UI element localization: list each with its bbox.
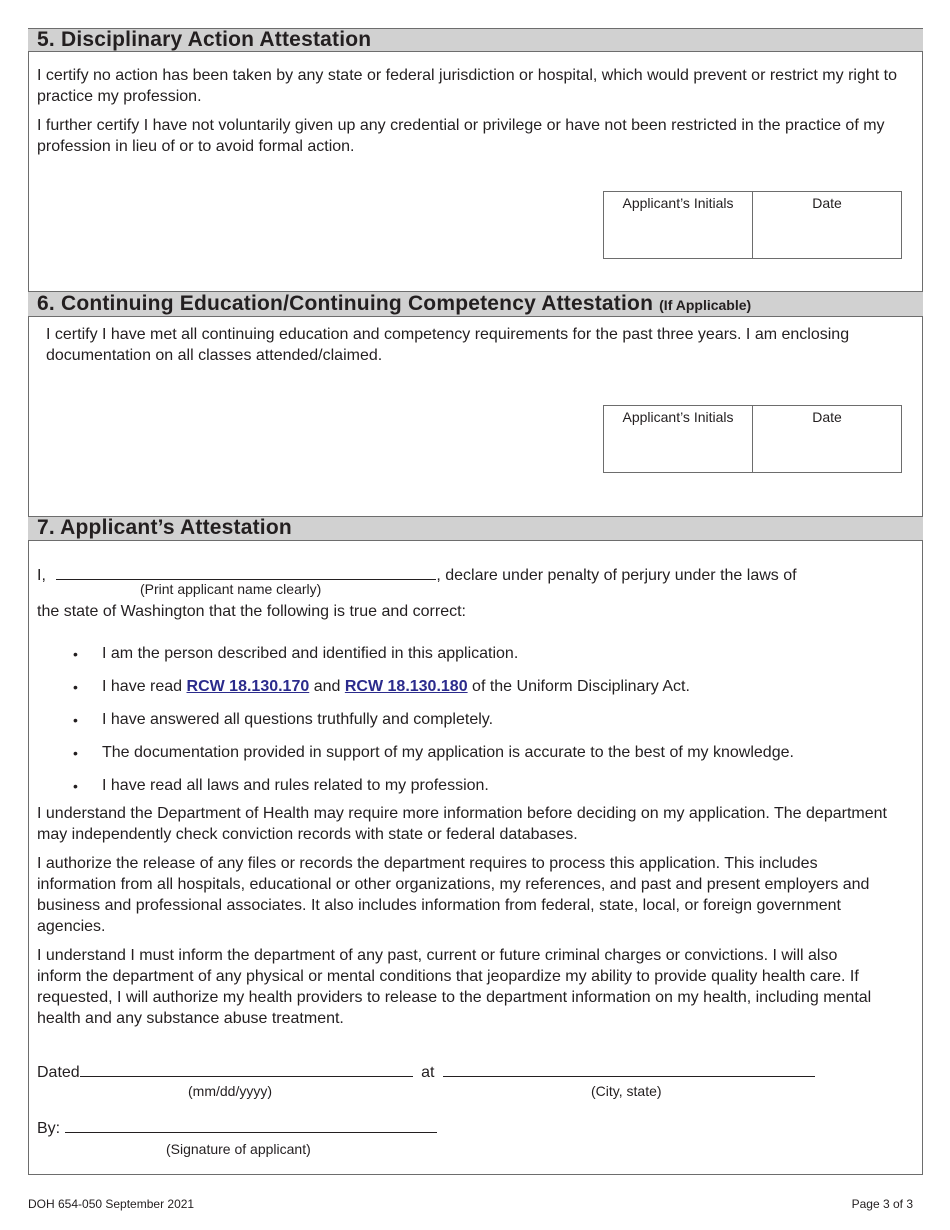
date-signed-field[interactable] — [80, 1060, 413, 1077]
section-6-attestation-box — [603, 405, 902, 473]
bullet-text: of the Uniform Disciplinary Act. — [472, 678, 690, 695]
section-5-header — [28, 28, 923, 52]
section-5-paragraph-1: I certify no action has been taken by any state or federal jurisdiction or hospital, which would prevent or restrict my right to practice my profession. — [37, 67, 897, 105]
at-label: at — [421, 1064, 435, 1081]
section-6-initials-field[interactable] — [604, 406, 752, 472]
initials-label: Applicant’s Initials — [622, 195, 734, 211]
bullet-item: • The documentation provided in support of my application is accurate to the best of my knowledge. — [73, 743, 794, 776]
declaration-suffix: , declare under penalty of perjury under the laws of — [436, 567, 797, 584]
bullet-item: • I am the person described and identified in this application. — [73, 644, 794, 677]
date-label: Date — [812, 409, 842, 425]
section-6-paragraph: I certify I have met all continuing education and competency requirements for the past three years. I am enclosing documentation on all classes attended/claimed. — [46, 326, 850, 364]
section-5-attestation-box — [603, 191, 902, 259]
section-6-title-suffix: (If Applicable) — [659, 297, 752, 313]
bullet-text: and — [313, 678, 341, 695]
signature-caption: (Signature of applicant) — [166, 1141, 311, 1157]
section-7-title: 7. Applicant’s Attestation — [37, 516, 292, 539]
bullet-item: • I have answered all questions truthfully and completely. — [73, 710, 794, 743]
section-7-paragraph-1: I understand the Department of Health may require more information before deciding on my application. The department may independently check conviction records with state or federal databases. — [37, 805, 887, 843]
initials-label: Applicant’s Initials — [622, 409, 734, 425]
section-5-initials-field[interactable] — [604, 192, 752, 258]
section-5-paragraph-2: I further certify I have not voluntarily given up any credential or privilege or have not been restricted in the practice of my profession in lieu of or to avoid formal action. — [37, 117, 885, 155]
dated-line — [37, 1060, 897, 1083]
city-state-field[interactable] — [443, 1060, 815, 1077]
section-5-title: 5. Disciplinary Action Attestation — [37, 28, 372, 51]
name-caption: (Print applicant name clearly) — [140, 581, 322, 597]
by-label: By: — [37, 1120, 61, 1137]
page-number-footer: Page 3 of 3 — [851, 1197, 913, 1211]
section-6-title: 6. Continuing Education/Continuing Competency Attestation — [37, 292, 654, 315]
declaration-line-2: the state of Washington that the following is true and correct: — [37, 603, 466, 620]
bullet-text: I have read — [102, 678, 183, 695]
signature-line — [37, 1116, 897, 1139]
rcw-18-130-170-link[interactable]: RCW 18.130.170 — [186, 678, 310, 695]
form-id-footer: DOH 654-050 September 2021 — [28, 1197, 195, 1211]
section-6-date-field[interactable] — [752, 406, 901, 472]
section-7-paragraph-2: I authorize the release of any files or records the department requires to process this application. This includes information from all hospitals, educational or other organizations, my references, and past and present employers and business and professional associates. It also includes information from federal, state, local, or foreign government agencies. — [37, 855, 870, 935]
section-7-header — [28, 516, 923, 541]
bullet-item: • I have read all laws and rules related to my profession. — [73, 776, 794, 809]
declaration-prefix: I, — [37, 567, 46, 584]
section-5-date-field[interactable] — [752, 192, 901, 258]
date-format-caption: (mm/dd/yyyy) — [188, 1083, 272, 1099]
section-6-header — [28, 291, 923, 317]
section-7-paragraph-3: I understand I must inform the department of any past, current or future criminal charges or convictions. I will also inform the department of any physical or mental conditions that jeopardize my ability to provide quality health care. If requested, I will authorize my health providers to release to the department information on my health, including mental health and any substance abuse treatment. — [37, 947, 872, 1027]
dated-label: Dated — [37, 1064, 80, 1081]
attestation-bullet-list — [73, 644, 794, 809]
rcw-18-130-180-link[interactable]: RCW 18.130.180 — [344, 678, 468, 695]
bullet-item-rcw — [73, 677, 794, 710]
signature-field[interactable] — [65, 1116, 437, 1133]
applicant-name-field[interactable] — [56, 563, 436, 580]
date-label: Date — [812, 195, 842, 211]
city-state-caption: (City, state) — [591, 1083, 662, 1099]
